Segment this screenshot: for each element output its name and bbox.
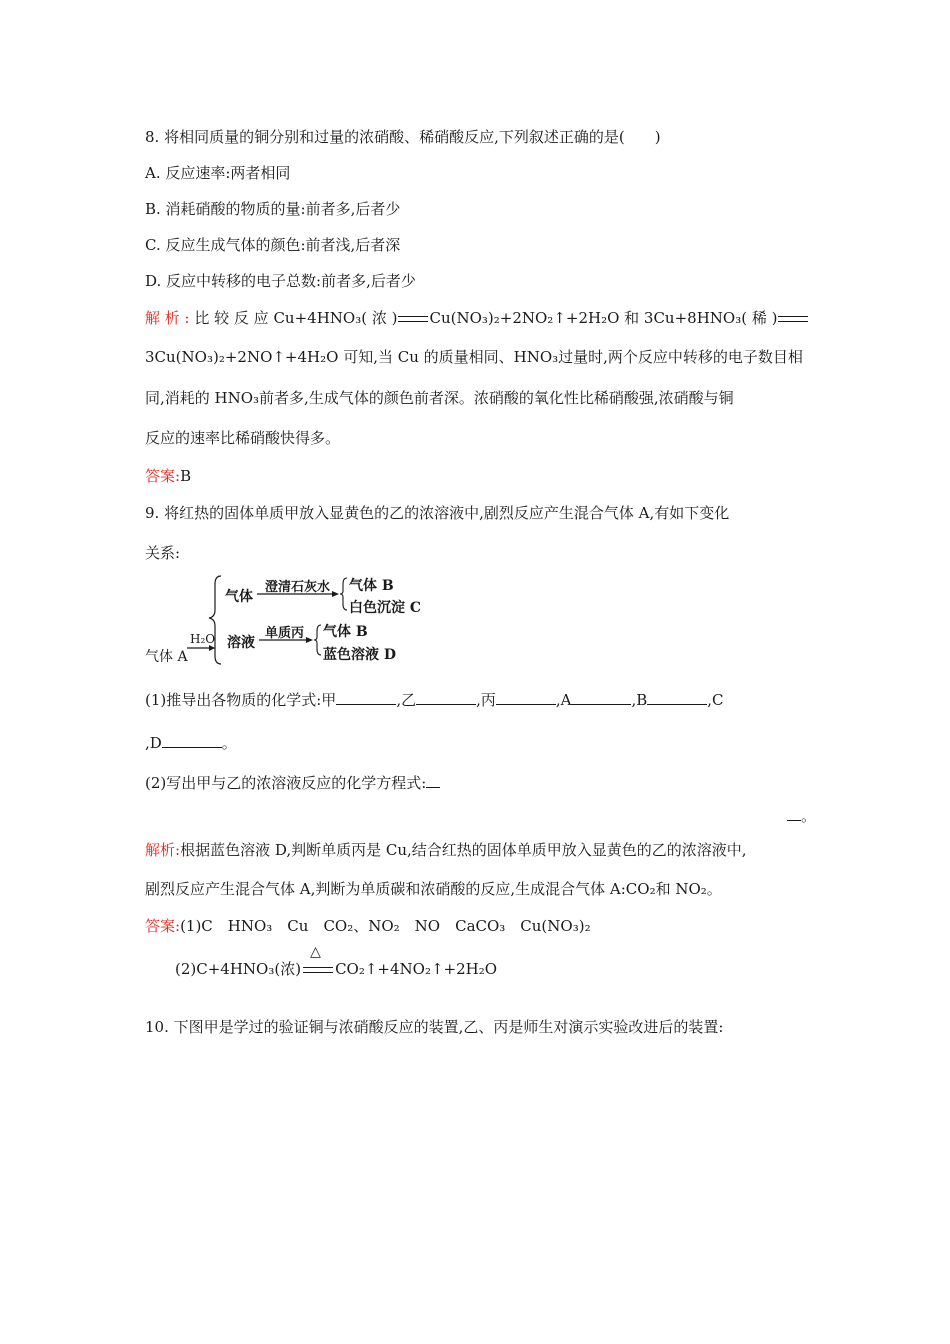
- q9-part2-cont: [787, 806, 816, 826]
- q9-part1-bing: ,丙: [476, 691, 496, 709]
- equals-sign-icon: [778, 316, 808, 322]
- diagram-gas: 气体: [225, 589, 253, 605]
- answer-blank-jia[interactable]: [336, 690, 396, 705]
- q9-answer-label: 答案:: [145, 917, 181, 935]
- q9-part2-text: (2)写出甲与乙的浓溶液反应的化学方程式:: [145, 774, 427, 792]
- q9-part1-b: ,B: [631, 691, 648, 709]
- q9-analysis-line-2: 剧烈反应产生混合气体 A,判断为单质碳和浓硝酸的反应,生成混合气体 A:CO₂和 NO₂。: [145, 880, 722, 898]
- diagram-gas-b-top: 气体 B: [349, 578, 394, 594]
- diagram-element-bing: 单质丙: [265, 626, 305, 641]
- q8-analysis-text-b: Cu(NO₃)₂+2NO₂↑+2H₂O 和 3Cu+8HNO₃( 稀 ): [429, 309, 778, 327]
- q9-part1-c: ,C: [707, 691, 724, 709]
- q9-answer-line-1: [145, 916, 591, 936]
- q9-part1-end: 。: [221, 734, 237, 752]
- q9-part1-prefix: (1)推导出各物质的化学式:甲: [145, 691, 337, 709]
- diagram-gas-a: 气体 A: [145, 649, 188, 665]
- q8-analysis-line-3: 同,消耗的 HNO₃前者多,生成气体的颜色前者深。浓硝酸的氧化性比稀硝酸强,浓硝酸与铜: [145, 389, 734, 407]
- answer-blank-b[interactable]: [647, 690, 707, 705]
- q9-reaction-diagram: [145, 572, 445, 668]
- q9-part2: [145, 773, 440, 793]
- q9-analysis-text-1: 根据蓝色溶液 D,判断单质丙是 Cu,结合红热的固体单质甲放入显黄色的乙的浓溶液中,: [180, 841, 747, 859]
- q8-analysis-text-a: 比 较 反 应 Cu+4HNO₃( 浓 ): [194, 309, 398, 327]
- q8-option-a: A. 反应速率:两者相同: [145, 164, 291, 182]
- q9-part1: [145, 690, 724, 710]
- q8-analysis-label: 解 析 :: [145, 309, 190, 327]
- q9-stem-line-2: 关系:: [145, 544, 181, 562]
- q8-analysis-line-1: [145, 308, 809, 328]
- diagram-solution: 溶液: [227, 635, 255, 651]
- q9-analysis-label: 解析:: [145, 841, 181, 859]
- answer-blank-equation-end[interactable]: [787, 806, 801, 821]
- q9-part2-end: 。: [801, 807, 817, 825]
- diagram-blue-solution-d: 蓝色溶液 D: [323, 647, 397, 663]
- q9-answer-part1: (1)C HNO₃ Cu CO₂、NO₂ NO CaCO₃ Cu(NO₃)₂: [180, 917, 591, 935]
- q8-answer-label: 答案:: [145, 467, 181, 485]
- q10-stem: 10. 下图甲是学过的验证铜与浓硝酸反应的装置,乙、丙是师生对演示实验改进后的装置:: [145, 1018, 724, 1036]
- answer-blank-equation[interactable]: [426, 773, 440, 788]
- q9-answer-part2-b: CO₂↑+4NO₂↑+2H₂O: [335, 960, 498, 978]
- heating-equals-sign: [301, 944, 335, 979]
- q8-option-c: C. 反应生成气体的颜色:前者浅,后者深: [145, 236, 401, 254]
- q9-part1-cont: [145, 733, 237, 753]
- equals-sign-icon: [303, 967, 333, 973]
- answer-blank-a[interactable]: [571, 690, 631, 705]
- q9-part1-yi: ,乙: [396, 691, 417, 709]
- q9-analysis-line-1: [145, 840, 747, 860]
- answer-blank-yi[interactable]: [416, 690, 476, 705]
- q8-stem: 8. 将相同质量的铜分别和过量的浓硝酸、稀硝酸反应,下列叙述正确的是( ): [145, 128, 661, 146]
- heating-triangle-icon: △: [310, 944, 321, 960]
- diagram-gas-b-bottom: 气体 B: [323, 624, 368, 640]
- diagram-precipitate-c: 白色沉淀 C: [349, 600, 422, 616]
- q8-option-b: B. 消耗硝酸的物质的量:前者多,后者少: [145, 200, 401, 218]
- q8-answer-value: B: [180, 467, 192, 485]
- q9-answer-line-2: [175, 944, 498, 979]
- q8-analysis-line-4: 反应的速率比稀硝酸快得多。: [145, 429, 341, 447]
- q8-option-d: D. 反应中转移的电子总数:前者多,后者少: [145, 272, 416, 290]
- answer-blank-bing[interactable]: [496, 690, 556, 705]
- q9-part1-d: ,D: [145, 734, 162, 752]
- equals-sign-icon: [398, 316, 428, 322]
- q9-stem-line-1: 9. 将红热的固体单质甲放入显黄色的乙的浓溶液中,剧烈反应产生混合气体 A,有如下变化: [145, 504, 730, 522]
- q9-part1-a: ,A: [555, 691, 572, 709]
- diagram-limewater: 澄清石灰水: [265, 580, 331, 595]
- q9-answer-part2-a: (2)C+4HNO₃(浓): [175, 960, 302, 978]
- q8-analysis-line-2: 3Cu(NO₃)₂+2NO↑+4H₂O 可知,当 Cu 的质量相同、HNO₃过量时,两个反应中转移的电子数目相: [145, 348, 803, 366]
- q8-answer: [145, 466, 191, 486]
- diagram-h2o: H₂O: [190, 632, 216, 646]
- answer-blank-d[interactable]: [162, 733, 222, 748]
